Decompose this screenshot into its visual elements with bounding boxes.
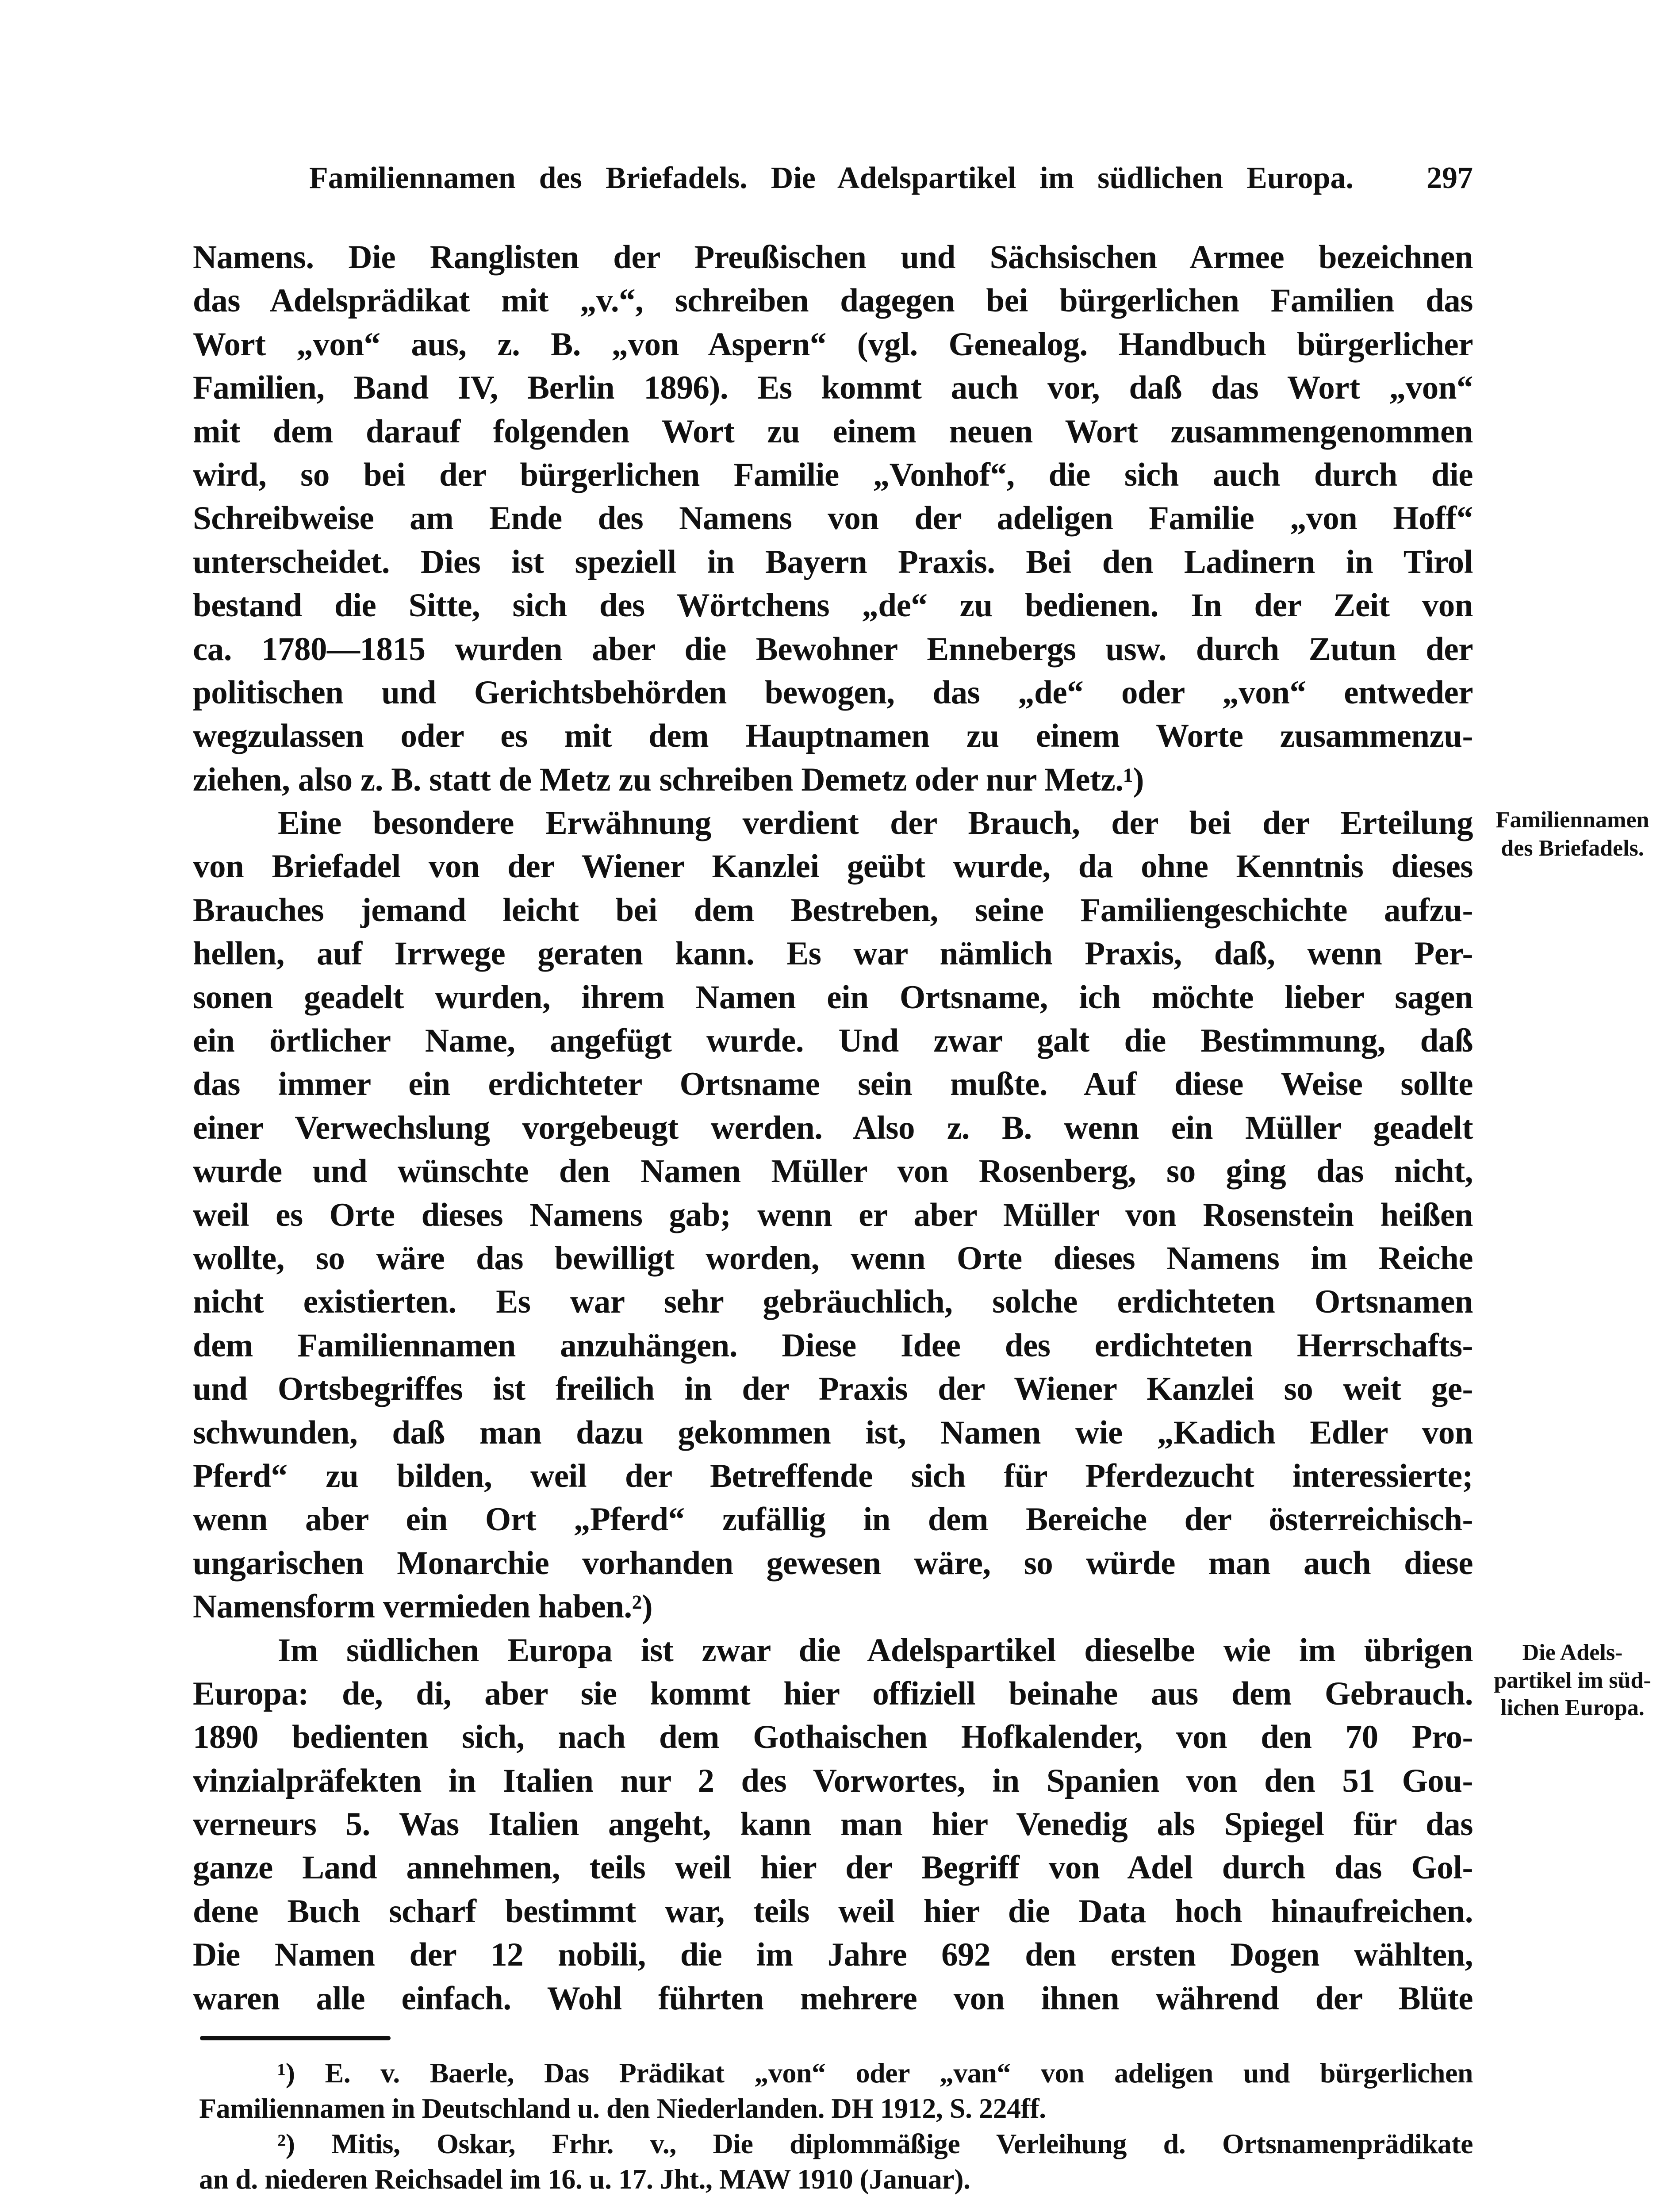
text-line: ein örtlicher Name, angefügt wurde. Und zwar galt die Bestimmung, daß (193, 1022, 1473, 1060)
paragraph (193, 236, 1473, 802)
text-line: Wort „von“ aus, z. B. „von Aspern“ (vgl. Genealog. Handbuch bürgerlicher (193, 326, 1473, 363)
text-line: ungarischen Monarchie vorhanden gewesen wäre, so würde man auch diese (193, 1544, 1473, 1582)
text-line: verneurs 5. Was Italien angeht, kann man hier Venedig als Spiegel für das (193, 1806, 1473, 1843)
body-text (193, 236, 1473, 2020)
text-line: das immer ein erdichteter Ortsname sein mußte. Auf diese Weise sollte (193, 1066, 1473, 1103)
footnote (199, 2126, 1473, 2197)
text-line: ca. 1780—1815 wurden aber die Bewohner Ennebergs usw. durch Zutun der (193, 630, 1473, 668)
text-line: wird, so bei der bürgerlichen Familie „Vonhof“, die sich auch durch die (193, 456, 1473, 493)
text-line: und Ortsbegriffes ist freilich in der Praxis der Wiener Kanzlei so weit ge- (193, 1371, 1473, 1408)
margin-note-familiennamen (1480, 806, 1665, 863)
footnote-line: an d. niederen Reichsadel im 16. u. 17. Jht., MAW 1910 (Januar). (199, 2163, 970, 2195)
text-line: wegzulassen oder es mit dem Hauptnamen zu einem Worte zusammenzu- (193, 718, 1473, 755)
text-line: politischen und Gerichtsbehörden bewogen, das „de“ oder „von“ entweder (193, 674, 1473, 711)
footnote-line: Familiennamen in Deutschland u. den Niederlanden. DH 1912, S. 224ff. (199, 2093, 1046, 2124)
footnote-line: ¹) E. v. Baerle, Das Prädikat „von“ oder „van“ von adeligen und bürgerlichen (277, 2057, 1473, 2089)
footnote-divider (200, 2036, 391, 2040)
text-line: 1890 bedienten sich, nach dem Gothaischen Hofkalender, von den 70 Pro- (193, 1719, 1473, 1756)
running-header (309, 161, 1473, 196)
paragraph (193, 802, 1473, 1628)
text-line: schwunden, daß man dazu gekommen ist, Namen wie „Kadich Edler von (193, 1414, 1473, 1451)
text-line: Im südlichen Europa ist zwar die Adelspartikel dieselbe wie im übrigen (278, 1632, 1473, 1669)
text-line: ganze Land annehmen, teils weil hier der Begriff von Adel durch das Gol- (193, 1849, 1473, 1886)
text-line: Die Namen der 12 nobili, die im Jahre 692 den ersten Dogen wählten, (193, 1936, 1473, 1974)
text-line: wenn aber ein Ort „Pferd“ zufällig in dem Bereiche der österreichisch- (193, 1501, 1473, 1538)
text-line: sonen geadelt wurden, ihrem Namen ein Ortsname, ich möchte lieber sagen (193, 979, 1473, 1016)
text-line: Namensform vermieden haben.²) (193, 1588, 653, 1625)
text-line: von Briefadel von der Wiener Kanzlei geübt wurde, da ohne Kenntnis dieses (193, 848, 1473, 885)
text-line: unterscheidet. Dies ist speziell in Bayern Praxis. Bei den Ladinern in Tirol (193, 543, 1473, 580)
text-line: ziehen, also z. B. statt de Metz zu schreiben Demetz oder nur Metz.¹) (193, 761, 1144, 798)
text-line: bestand die Sitte, sich des Wörtchens „de“ zu bedienen. In der Zeit von (193, 587, 1473, 624)
text-line: einer Verwechslung vorgebeugt werden. Also z. B. wenn ein Müller geadelt (193, 1109, 1473, 1146)
text-line: Eine besondere Erwähnung verdient der Brauch, der bei der Erteilung (278, 805, 1473, 842)
text-line: Schreibweise am Ende des Namens von der adeligen Familie „von Hoff“ (193, 500, 1473, 537)
text-line: nicht existierten. Es war sehr gebräuchlich, solche erdichteten Ortsnamen (193, 1283, 1473, 1321)
text-line: Brauches jemand leicht bei dem Bestreben, seine Familiengeschichte aufzu- (193, 891, 1473, 929)
text-line: dene Buch scharf bestimmt war, teils weil hier die Data hoch hinaufreichen. (193, 1893, 1473, 1930)
margin-note-line: partikel im süd- (1494, 1667, 1651, 1693)
text-line: hellen, auf Irrwege geraten kann. Es war nämlich Praxis, daß, wenn Per- (193, 935, 1473, 972)
page-number: 297 (1427, 161, 1473, 195)
text-line: Pferd“ zu bilden, weil der Betreffende sich für Pferdezucht interessierte; (193, 1457, 1473, 1494)
text-line: das Adelsprädikat mit „v.“, schreiben dagegen bei bürgerlichen Familien das (193, 282, 1473, 319)
text-line: Familien, Band IV, Berlin 1896). Es kommt auch vor, daß das Wort „von“ (193, 369, 1473, 407)
footnotes (199, 2055, 1473, 2197)
paragraph (193, 1629, 1473, 2021)
margin-note-line: Familiennamen (1496, 807, 1649, 833)
text-line: Europa: de, di, aber sie kommt hier offiziell beinahe aus dem Gebrauch. (193, 1675, 1473, 1712)
text-line: weil es Orte dieses Namens gab; wenn er aber Müller von Rosenstein heißen (193, 1196, 1473, 1233)
margin-note-line: Die Adels- (1522, 1640, 1623, 1665)
margin-note-line: des Briefadels. (1501, 836, 1644, 861)
text-line: mit dem darauf folgenden Wort zu einem neuen Wort zusammengenommen (193, 413, 1473, 450)
text-line: wollte, so wäre das bewilligt worden, wenn Orte dieses Namens im Reiche (193, 1240, 1473, 1277)
text-line: vinzialpräfekten in Italien nur 2 des Vorwortes, in Spanien von den 51 Gou- (193, 1762, 1473, 1799)
text-line: wurde und wünschte den Namen Müller von Rosenberg, so ging das nicht, (193, 1153, 1473, 1190)
text-line: Namens. Die Ranglisten der Preußischen und Sächsischen Armee bezeichnen (193, 239, 1473, 276)
footnote-line: ²) Mitis, Oskar, Frhr. v., Die diplommäßige Verleihung d. Ortsnamenprädikate (277, 2128, 1473, 2159)
footnote (199, 2055, 1473, 2126)
text-line: waren alle einfach. Wohl führten mehrere von ihnen während der Blüte (193, 1980, 1473, 2017)
running-header-title: Familiennamen des Briefadels. Die Adelspartikel im südlichen Europa. (309, 161, 1354, 195)
margin-note-line: lichen Europa. (1500, 1695, 1645, 1720)
text-line: dem Familiennamen anzuhängen. Diese Idee des erdichteten Herrschafts- (193, 1327, 1473, 1364)
margin-note-adelspartikel (1480, 1639, 1665, 1722)
